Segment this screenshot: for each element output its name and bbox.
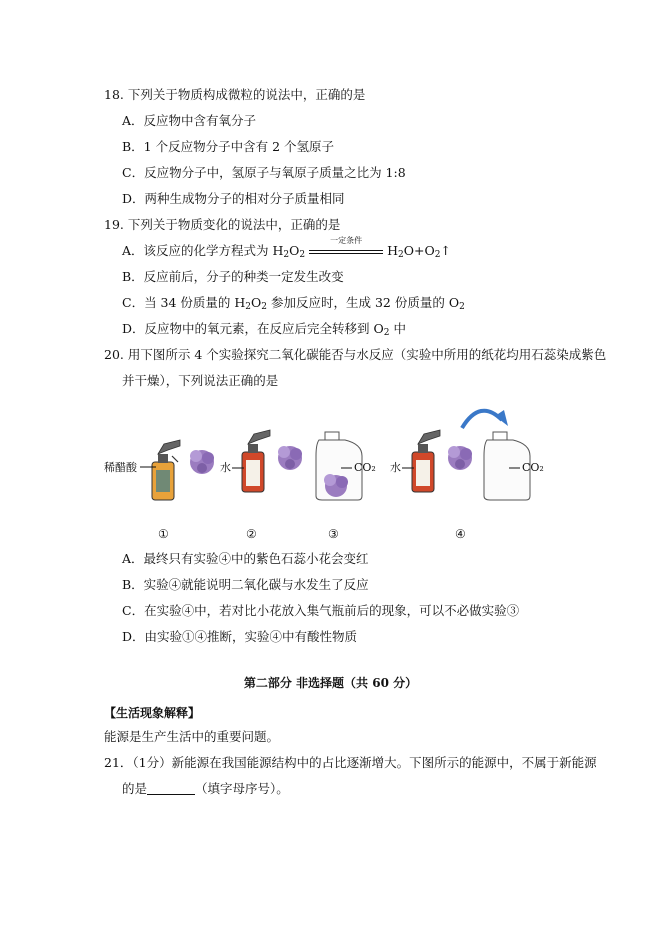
flower-icon — [190, 450, 214, 474]
section-heading: 【生活现象解释】 — [104, 706, 201, 720]
q20-option-c: C．在实验④中，若对比小花放入集气瓶前后的现象，可以不必做实验③ — [122, 603, 520, 618]
water-label-4: 水 — [390, 461, 401, 474]
flower-icon — [448, 446, 472, 470]
answer-blank[interactable] — [147, 782, 195, 795]
gas-arrow-icon: ↑ — [440, 243, 451, 258]
curved-arrow-icon — [462, 410, 508, 428]
q20-stem-line2: 并干燥），下列说法正确的是 — [122, 373, 279, 388]
reaction-condition: 一定条件 — [330, 235, 363, 245]
q21-line2: 的是 （填字母序号）。 — [122, 781, 289, 796]
section-intro: 能源是生产生活中的重要问题。 — [104, 729, 280, 744]
acid-label: 稀醋酸 — [104, 461, 137, 474]
q18-option-a: A．反应物中含有氧分子 — [122, 113, 257, 128]
water-label-2: 水 — [220, 461, 231, 474]
co2-label-3: CO₂ — [354, 461, 376, 474]
q19-option-d: D．反应物中的氧元素，在反应后完全转移到 $O_2$ 中 — [122, 321, 406, 338]
q20-stem-line1: 20. 用下图所示 4 个实验探究二氧化碳能否与水反应（实验中所用的纸花均用石蕊染成紫色 — [104, 347, 607, 362]
q20-option-b: B．实验④就能说明二氧化碳与水发生了反应 — [122, 577, 369, 592]
experiment-number-1: ① — [158, 527, 169, 541]
experiment-figure — [100, 400, 570, 550]
q20-option-d: D．由实验①④推断，实验④中有酸性物质 — [122, 629, 358, 644]
spray-bottle-water-icon — [412, 430, 440, 492]
q19-option-a: A．该反应的化学方程式为 $H_2O_2$ 一定条件 $H_2O+O_2↑$ — [122, 235, 451, 260]
q18-option-d: D．两种生成物分子的相对分子质量相同 — [122, 191, 345, 206]
experiment-number-2: ② — [246, 527, 257, 541]
q18-stem: 18. 下列关于物质构成微粒的说法中，正确的是 — [104, 87, 366, 102]
q19-option-c: C．当 34 份质量的 $H_2O_2$ 参加反应时，生成 32 份质量的 $O_2$ — [122, 295, 465, 312]
flower-icon — [278, 446, 302, 470]
spray-bottle-water-icon — [242, 430, 270, 492]
q20-option-a: A．最终只有实验④中的紫色石蕊小花会变红 — [122, 551, 369, 566]
experiment-number-4: ④ — [455, 527, 466, 541]
q19-stem: 19. 下列关于物质变化的说法中，正确的是 — [104, 217, 341, 232]
q18-option-c: C．反应物分子中，氢原子与氧原子质量之比为 1:8 — [122, 165, 406, 180]
q19-option-b: B．反应前后，分子的种类一定发生改变 — [122, 269, 344, 284]
part2-title: 第二部分 非选择题（共 60 分） — [243, 676, 418, 690]
q21-line1: 21．（1分）新能源在我国能源结构中的占比逐渐增大。下图所示的能源中，不属于新能源 — [104, 755, 597, 770]
co2-label-4: CO₂ — [522, 461, 544, 474]
spray-bottle-acid-icon — [152, 440, 180, 500]
q18-option-b: B．1 个反应物分子中含有 2 个氢原子 — [122, 139, 335, 154]
reaction-condition-arrow — [309, 235, 383, 259]
experiment-number-3: ③ — [328, 527, 339, 541]
